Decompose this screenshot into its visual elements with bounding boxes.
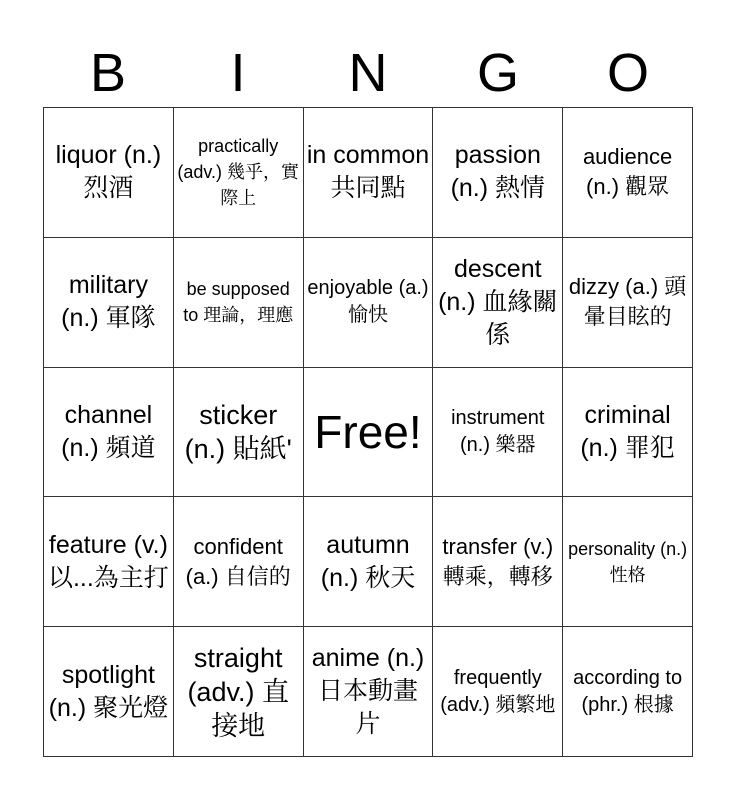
bingo-cell[interactable]	[44, 238, 174, 368]
cell-text: confident (a.) 自信的	[185, 533, 291, 589]
bingo-cell[interactable]	[174, 108, 304, 238]
bingo-cell[interactable]	[563, 238, 693, 368]
bingo-cell[interactable]	[304, 238, 434, 368]
bingo-cell[interactable]	[563, 627, 693, 757]
header-letter-b: B	[89, 43, 127, 103]
cell-text: liquor (n.) 烈酒	[55, 141, 162, 203]
bingo-cell[interactable]	[44, 108, 174, 238]
cell-text: descent (n.) 血緣關係	[438, 254, 558, 349]
bingo-cell[interactable]	[304, 108, 434, 238]
cell-text: feature (v.) 以...為主打	[47, 530, 169, 592]
header-letter-n: N	[348, 43, 388, 103]
bingo-cell[interactable]	[433, 627, 563, 757]
bingo-cell[interactable]	[174, 627, 304, 757]
bingo-cell[interactable]	[563, 368, 693, 498]
bingo-cell[interactable]	[174, 368, 304, 498]
cell-text: passion (n.) 熱情	[450, 141, 546, 203]
cell-text: personality (n.) 性格	[568, 538, 688, 585]
bingo-cell[interactable]	[174, 238, 304, 368]
cell-text: enjoyable (a.) 愉快	[307, 277, 429, 327]
cell-text: frequently (adv.) 頻繁地	[440, 666, 556, 716]
bingo-cell[interactable]	[44, 497, 174, 627]
cell-text: straight (adv.) 直接地	[187, 642, 289, 741]
free-space-cell[interactable]	[304, 368, 434, 498]
cell-text: in common 共同點	[306, 141, 430, 203]
cell-text: spotlight (n.) 聚光燈	[48, 660, 169, 722]
bingo-grid	[43, 107, 693, 757]
cell-text: sticker (n.) 貼紙'	[184, 399, 292, 464]
cell-text: instrument (n.) 樂器	[451, 406, 545, 456]
bingo-cell[interactable]	[174, 497, 304, 627]
cell-text: anime (n.) 日本動畫片	[311, 644, 425, 739]
cell-text: dizzy (a.) 頭暈目眩的	[568, 274, 687, 330]
bingo-cell[interactable]	[433, 497, 563, 627]
bingo-cell[interactable]	[433, 238, 563, 368]
cell-text: channel (n.) 頻道	[61, 400, 156, 462]
cell-text: autumn (n.) 秋天	[320, 530, 416, 592]
bingo-cell[interactable]	[44, 368, 174, 498]
header-letter-o: O	[606, 43, 649, 103]
header-letter-i: I	[230, 43, 246, 103]
bingo-cell[interactable]	[563, 108, 693, 238]
bingo-cell[interactable]	[433, 108, 563, 238]
cell-text: practically (adv.) 幾乎，實際上	[177, 136, 300, 209]
bingo-header	[43, 38, 693, 108]
header-letter-g: G	[476, 43, 519, 103]
bingo-cell[interactable]	[304, 627, 434, 757]
bingo-cell[interactable]	[304, 497, 434, 627]
cell-text: transfer (v.) 轉乘，轉移	[442, 533, 554, 589]
bingo-cell[interactable]	[433, 368, 563, 498]
cell-text: criminal (n.) 罪犯	[580, 400, 675, 462]
cell-text: according to (phr.) 根據	[573, 666, 683, 716]
bingo-cell[interactable]	[563, 497, 693, 627]
cell-text: audience (n.) 觀眾	[582, 144, 673, 200]
cell-text: be supposed to 理論，理應	[183, 279, 294, 326]
bingo-cell[interactable]	[44, 627, 174, 757]
cell-text: military (n.) 軍隊	[61, 271, 156, 333]
free-space-text: Free!	[314, 405, 422, 458]
